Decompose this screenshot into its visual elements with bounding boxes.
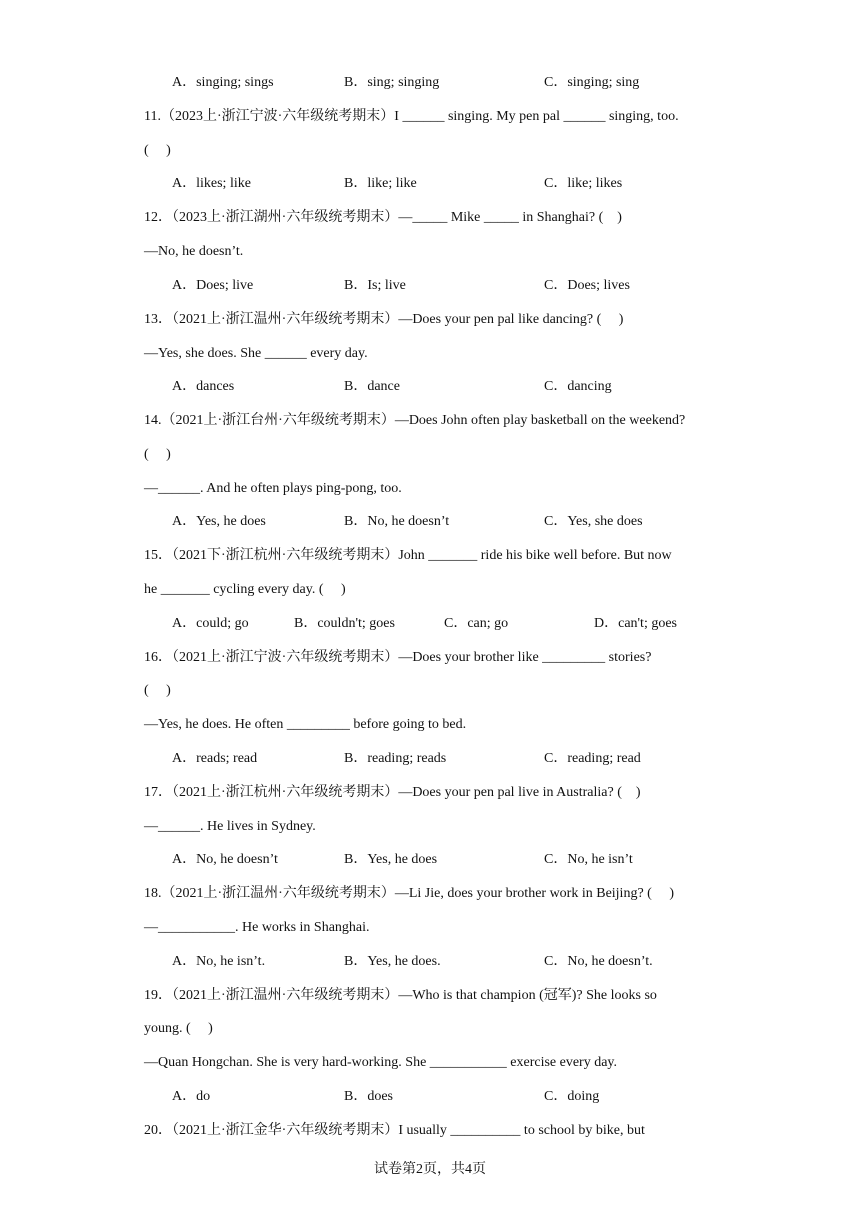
q11-option-c: C．like; likes <box>544 176 623 191</box>
q19-options <box>0 1087 860 1107</box>
q15-options <box>0 614 860 634</box>
q13-option-c: C．dancing <box>544 379 612 394</box>
q19-response: —Quan Hongchan. She is very hard-working. She ___________ exercise every day. <box>144 1055 618 1070</box>
q16-option-a: A．reads; read <box>172 751 258 766</box>
q17-option-a: A．No, he doesn’t <box>172 852 278 867</box>
q14-options <box>0 512 860 532</box>
q18-stem: 18.（2021上·浙江温州·六年级统考期末）—Li Jie, does your brother work in Beijing? ( ) <box>144 886 674 901</box>
q13-option-a: A．dances <box>172 379 235 394</box>
q19-stem: 19．（2021上·浙江温州·六年级统考期末）—Who is that champion (冠军)? She looks so <box>144 988 657 1003</box>
q18-option-b: B．Yes, he does. <box>344 954 441 969</box>
q14-answer-paren: ( ) <box>144 447 171 462</box>
q16-options <box>0 749 860 769</box>
q17-option-b: B．Yes, he does <box>344 852 438 867</box>
q12-response: —No, he doesn’t. <box>144 244 244 259</box>
q11-stem: 11.（2023上·浙江宁波·六年级统考期末）I ______ singing. My pen pal ______ singing, too. <box>144 109 679 124</box>
q17-option-c: C．No, he isn’t <box>544 852 633 867</box>
q18-option-a: A．No, he isn’t. <box>172 954 266 969</box>
q11-answer-paren: ( ) <box>144 143 171 158</box>
q15-option-a: A．could; go <box>172 616 249 631</box>
q15-stem: 15．（2021下·浙江杭州·六年级统考期末）John _______ ride his bike well before. But now <box>144 548 672 563</box>
q10-option-a: A．singing; sings <box>172 75 274 90</box>
q13-option-b: B．dance <box>344 379 400 394</box>
q16-option-c: C．reading; read <box>544 751 641 766</box>
q19-option-a: A．do <box>172 1089 211 1104</box>
q12-option-c: C．Does; lives <box>544 278 630 293</box>
q15-option-b: B．couldn't; goes <box>294 616 395 631</box>
q12-option-a: A．Does; live <box>172 278 254 293</box>
q16-answer-paren: ( ) <box>144 683 171 698</box>
q13-stem: 13．（2021上·浙江温州·六年级统考期末）—Does your pen pal like dancing? ( ) <box>144 312 624 327</box>
q14-option-b: B．No, he doesn’t <box>344 514 450 529</box>
q14-option-a: A．Yes, he does <box>172 514 266 529</box>
q12-stem: 12．（2023上·浙江湖州·六年级统考期末）—_____ Mike _____ in Shanghai? ( ) <box>144 210 622 225</box>
q11-option-b: B．like; like <box>344 176 417 191</box>
q15-option-d: D．can't; goes <box>594 616 678 631</box>
q15-stem-continued: he _______ cycling every day. ( ) <box>144 582 346 597</box>
q20-stem: 20．（2021上·浙江金华·六年级统考期末）I usually __________ to school by bike, but <box>144 1123 645 1138</box>
q15-option-c: C．can; go <box>444 616 509 631</box>
q17-stem: 17．（2021上·浙江杭州·六年级统考期末）—Does your pen pal live in Australia? ( ) <box>144 785 641 800</box>
q14-response: —______. And he often plays ping-pong, too. <box>144 481 402 496</box>
q16-response: —Yes, he does. He often _________ before going to bed. <box>144 717 467 732</box>
q16-stem: 16．（2021上·浙江宁波·六年级统考期末）—Does your brother like _________ stories? <box>144 650 652 665</box>
q10-option-b: B．sing; singing <box>344 75 440 90</box>
q12-option-b: B．Is; live <box>344 278 406 293</box>
q17-response: —______. He lives in Sydney. <box>144 819 316 834</box>
q18-response: —___________. He works in Shanghai. <box>144 920 370 935</box>
q19-option-b: B．does <box>344 1089 393 1104</box>
q16-option-b: B．reading; reads <box>344 751 447 766</box>
q14-option-c: C．Yes, she does <box>544 514 643 529</box>
q18-option-c: C．No, he doesn’t. <box>544 954 653 969</box>
q12-options <box>0 276 860 296</box>
q18-options <box>0 952 860 972</box>
q14-stem: 14.（2021上·浙江台州·六年级统考期末）—Does John often play basketball on the weekend? <box>144 413 686 428</box>
q17-options <box>0 850 860 870</box>
q11-options <box>0 174 860 194</box>
q10-options <box>0 73 860 93</box>
q19-stem-continued: young. ( ) <box>144 1021 213 1036</box>
q19-option-c: C．doing <box>544 1089 600 1104</box>
page-footer: 试卷第2页，共4页 <box>374 1162 486 1177</box>
q13-options <box>0 377 860 397</box>
q10-option-c: C．singing; sing <box>544 75 640 90</box>
q11-option-a: A．likes; like <box>172 176 251 191</box>
q13-response: —Yes, she does. She ______ every day. <box>144 346 368 361</box>
